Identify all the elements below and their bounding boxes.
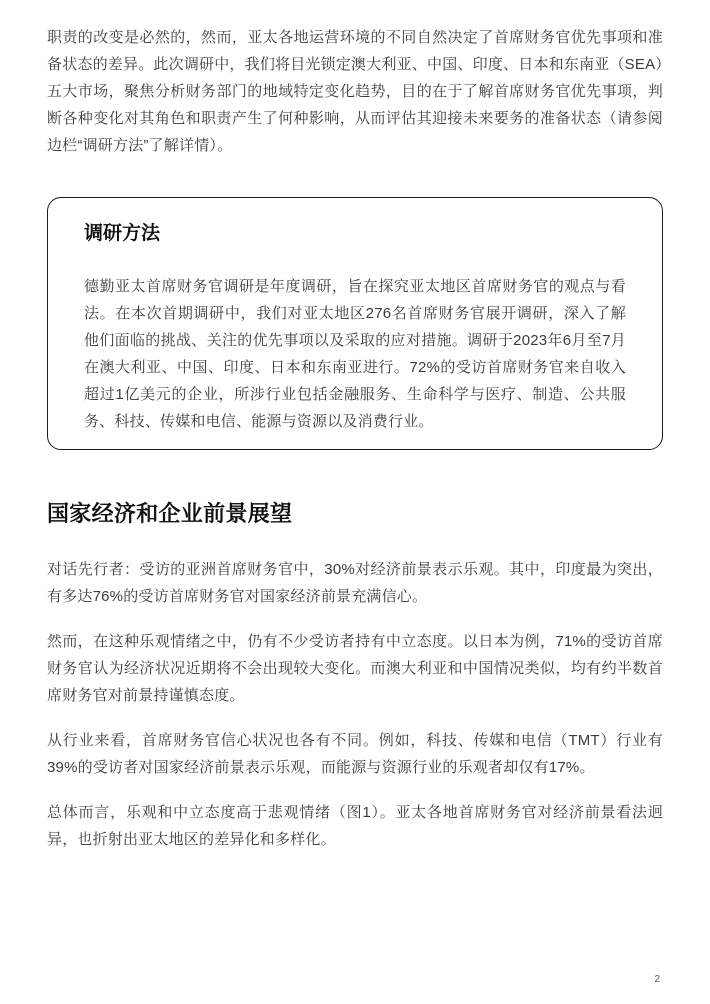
methodology-box-title: 调研方法 [84, 223, 161, 244]
methodology-box-body: 德勤亚太首席财务官调研是年度调研，旨在探究亚太地区首席财务官的观点与看法。在本次首期调研中，我们对亚太地区276名首席财务官展开调研，深入了解他们面临的挑战、关注的优先事项以及采取的应对措施。调研于2023年6月至7月在澳大利亚、中国、印度、日本和东南亚进行。72%的受访首席财务官来自收入超过1亿美元的企业，所涉行业包括金融服务、生命科学与医疗、制造、公共服务、科技、传媒和电信、能源与资源以及消费行业。 [84, 278, 626, 430]
section-paragraph-3: 从行业来看，首席财务官信心状况也各有不同。例如，科技、传媒和电信（TMT）行业有39%的受访者对国家经济前景表示乐观，而能源与资源行业的乐观者却仅有17%。 [47, 732, 663, 776]
section-paragraph-1: 对话先行者：受访的亚洲首席财务官中，30%对经济前景表示乐观。其中，印度最为突出，有多达76%的受访首席财务官对国家经济前景充满信心。 [47, 561, 663, 605]
section-heading-economy-outlook: 国家经济和企业前景展望 [47, 501, 293, 526]
page-number: 2 [654, 974, 660, 985]
section-paragraph-2: 然而，在这种乐观情绪之中，仍有不少受访者持有中立态度。以日本为例，71%的受访首席财务官认为经济状况近期将不会出现较大变化。而澳大利亚和中国情况类似，均有约半数首席财务官对前景持谨慎态度。 [47, 633, 663, 704]
intro-paragraph: 职责的改变是必然的，然而，亚太各地运营环境的不同自然决定了首席财务官优先事项和准备状态的差异。此次调研中，我们将目光锁定澳大利亚、中国、印度、日本和东南亚（SEA）五大市场，聚焦分析财务部门的地域特定变化趋势，目的在于了解首席财务官优先事项，判断各种变化对其角色和职责产生了何种影响，从而评估其迎接未来要务的准备状态（请参阅边栏“调研方法”了解详情）。 [47, 29, 663, 154]
section-paragraph-4: 总体而言，乐观和中立态度高于悲观情绪（图1）。亚太各地首席财务官对经济前景看法迥异，也折射出亚太地区的差异化和多样化。 [47, 804, 663, 848]
methodology-sidebar-box [47, 197, 663, 450]
